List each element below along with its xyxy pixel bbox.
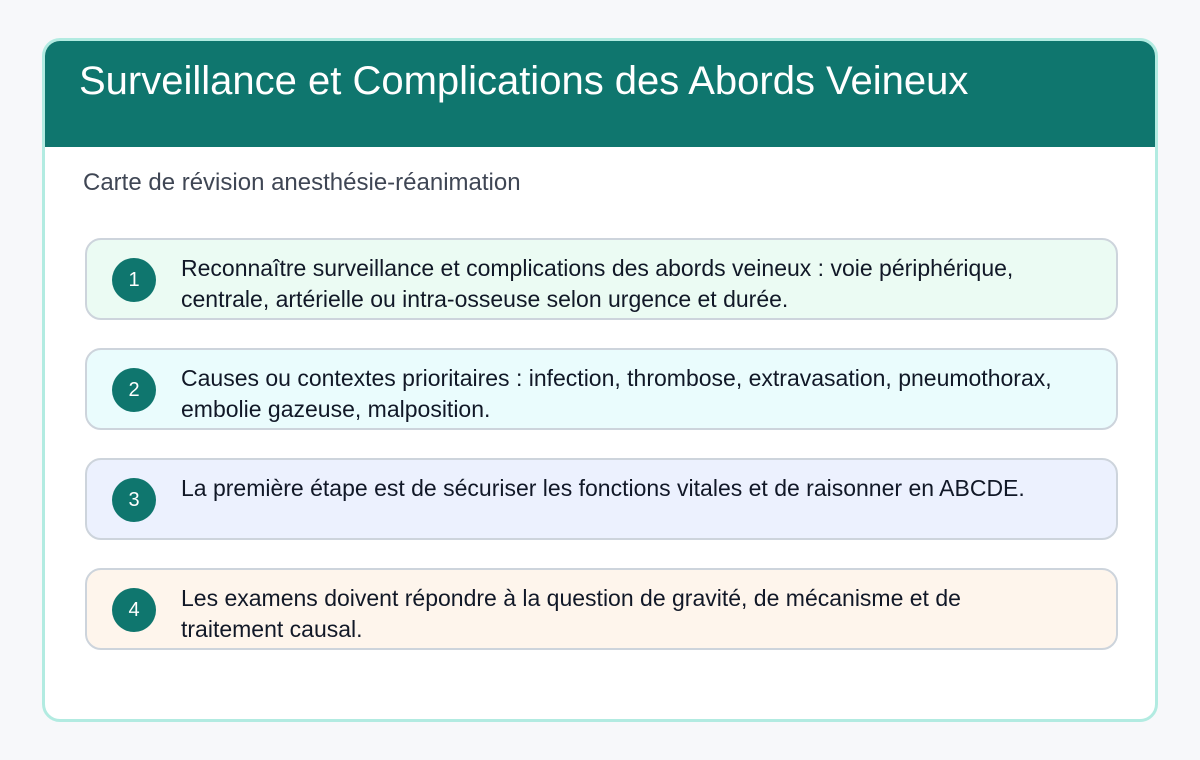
list-item [85,458,1118,540]
item-number-badge: 1 [112,258,156,302]
card-header [45,41,1155,147]
item-text: Les examens doivent répondre à la question de gravité, de mécanisme et de traitement causal. [181,585,961,642]
item-number-badge: 4 [112,588,156,632]
card-title: Surveillance et Complications des Abords Veineux [79,59,969,103]
item-number-badge: 3 [112,478,156,522]
list-item [85,238,1118,320]
item-number-badge: 2 [112,368,156,412]
revision-card [42,38,1158,722]
item-text: La première étape est de sécuriser les fonctions vitales et de raisonner en ABCDE. [181,475,1025,501]
item-text: Causes ou contextes prioritaires : infection, thrombose, extravasation, pneumothorax, embolie gazeuse, malposition. [181,365,1052,422]
item-text: Reconnaître surveillance et complications des abords veineux : voie périphérique, centrale, artérielle ou intra-osseuse selon urgence et durée. [181,255,1014,312]
card-subtitle: Carte de révision anesthésie-réanimation [83,169,521,196]
list-item [85,568,1118,650]
list-item [85,348,1118,430]
